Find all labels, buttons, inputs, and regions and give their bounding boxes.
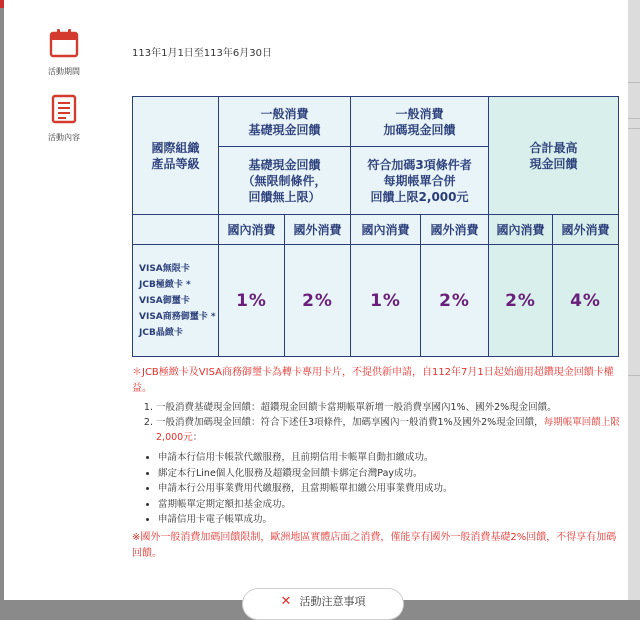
basic-overseas-rate: 2%: [285, 245, 351, 357]
terms-button[interactable]: [242, 588, 404, 620]
content-label: 活動內容: [48, 133, 80, 142]
condition-item: • 申請信用卡電子帳單成功。: [158, 512, 628, 528]
period-label: 活動期間: [48, 67, 80, 76]
card-name: JCB晶緻卡: [139, 327, 183, 338]
card-list: [133, 245, 219, 357]
content-row-icon-block: [32, 94, 96, 143]
bonus-domestic-rate: 1%: [351, 245, 421, 357]
bonus-cashback-header: 一般消費 加碼現金回饋: [351, 97, 489, 147]
star-note: ＊JCB極緻卡及VISA商務御璽卡為轉卡專用卡片，不提供新申請，自112年7月1日起始適用超鑽現金回饋卡權益。: [132, 367, 614, 394]
bonus-overseas-header: 國外消費: [421, 215, 489, 245]
europe-note: ※國外一般消費加碼回饋限制，歐洲地區實體店面之消費，僅能享有國外一般消費基礎2%回饋，不得享有加碼回饋。: [132, 532, 617, 559]
step-item: 2. 一般消費加碼現金回饋：符合下述任3項條件，加碼享國內一般消費1%及國外2%現金回饋，每期帳單回饋上限2,000元：: [156, 415, 636, 445]
bonus-domestic-header: 國內消費: [351, 215, 421, 245]
condition-item: • 申請本行公用事業費用代繳服務，且當期帳單扣繳公用事業費用成功。: [158, 481, 628, 497]
condition-item: • 申請本行信用卡帳款代繳服務，且前期信用卡帳單自動扣繳成功。: [158, 450, 628, 466]
card-name: VISA商務御璽卡 *: [139, 311, 216, 322]
background-scroll-strip: [628, 0, 640, 600]
period-row-icon-block: [32, 28, 96, 77]
basic-cashback-subheader: 基礎現金回饋 （無限制條件， 回饋無上限）: [219, 147, 351, 215]
close-icon: ✕: [280, 594, 292, 609]
document-icon: [51, 94, 77, 124]
promo-modal: [4, 0, 628, 609]
basic-domestic-header: 國內消費: [219, 215, 285, 245]
condition-item: • 綁定本行Line個人化服務及超鑽現金回饋卡綁定台灣Pay成功。: [158, 466, 628, 482]
card-name: VISA無限卡: [139, 263, 190, 274]
total-overseas-header: 國外消費: [553, 215, 619, 245]
period-value: 113年1月1日至113年6月30日: [132, 48, 272, 59]
conditions-list: [138, 450, 628, 528]
bonus-cashback-subheader: 符合加碼3項條件者 每期帳單合併 回饋上限2,000元: [351, 147, 489, 215]
cashback-table: [132, 96, 619, 357]
terms-button-label: 活動注意事項: [299, 595, 366, 608]
card-name: VISA御璽卡: [139, 295, 190, 306]
total-domestic-header: 國內消費: [489, 215, 553, 245]
blank-cell: [133, 215, 219, 245]
total-overseas-rate: 4%: [553, 245, 619, 357]
card-level-header: 國際組織 產品等級: [133, 97, 219, 215]
basic-domestic-rate: 1%: [219, 245, 285, 357]
steps-list: [136, 400, 636, 445]
total-max-cashback-header: 合計最高 現金回饋: [489, 97, 619, 215]
bonus-overseas-rate: 2%: [421, 245, 489, 357]
total-domestic-rate: 2%: [489, 245, 553, 357]
card-name: JCB極緻卡 *: [139, 279, 191, 290]
calendar-icon: [49, 28, 79, 58]
step-item: 1. 一般消費基礎現金回饋：超鑽現金回饋卡當期帳單新增一般消費享國內1%、國外2%現金回饋。: [156, 400, 636, 415]
step-limit-highlight: 每期帳單回饋上限2,000元: [156, 417, 620, 443]
condition-item: • 當期帳單定期定額扣基金成功。: [158, 497, 628, 513]
basic-cashback-header: 一般消費 基礎現金回饋: [219, 97, 351, 147]
basic-overseas-header: 國外消費: [285, 215, 351, 245]
